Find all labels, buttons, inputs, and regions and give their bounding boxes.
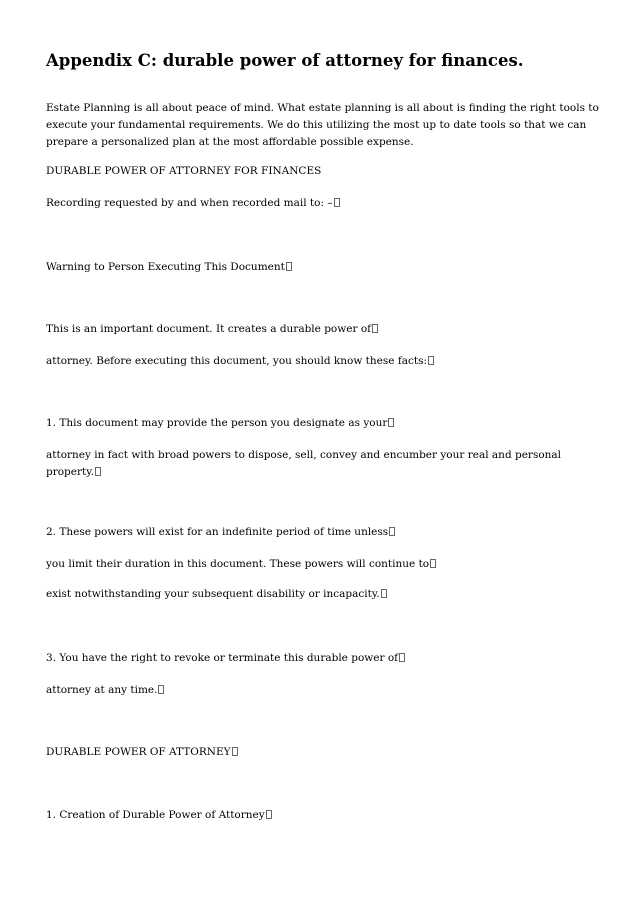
- line-text: 3. You have the right to revoke or terminate this durable power of: [46, 652, 399, 664]
- missing-glyph-icon: [381, 589, 387, 598]
- line-text: DURABLE POWER OF ATTORNEY FOR FINANCES: [46, 165, 322, 177]
- missing-glyph-icon: [232, 747, 238, 756]
- before-executing-line: [46, 353, 434, 370]
- line-text: you limit their duration in this document. These powers will continue to: [46, 558, 430, 570]
- missing-glyph-icon: [389, 527, 395, 536]
- fact-3-line: [46, 650, 405, 667]
- line-text: Warning to Person Executing This Document: [46, 261, 285, 273]
- warning-heading: [46, 259, 292, 276]
- recording-requested-line: [46, 195, 340, 212]
- line-text: Recording requested by and when recorded mail to: –: [46, 197, 333, 209]
- document-title: Appendix C: durable power of attorney for finances.: [46, 51, 524, 70]
- fact-3-continued: [46, 682, 164, 699]
- line-text: attorney at any time.: [46, 684, 158, 696]
- missing-glyph-icon: [266, 810, 272, 819]
- missing-glyph-icon: [372, 324, 378, 333]
- fact-1-line: [46, 415, 394, 432]
- intro-paragraph: Estate Planning is all about peace of mind. What estate planning is all about is finding the right tools to execute your fundamental requirements. We do this utilizing the most up to date tools so that we can prepare a personalized plan at the most affordable possible expense.: [46, 102, 599, 148]
- durable-poa-heading: [46, 744, 238, 761]
- line-text: 1. This document may provide the person you designate as your: [46, 417, 388, 429]
- fact-2-line: [46, 524, 395, 541]
- missing-glyph-icon: [158, 685, 164, 694]
- heading-durable-poa-finances: [46, 163, 321, 180]
- missing-glyph-icon: [286, 262, 292, 271]
- missing-glyph-icon: [95, 467, 101, 476]
- line-text: exist notwithstanding your subsequent disability or incapacity.: [46, 588, 380, 600]
- line-text: attorney in fact with broad powers to dispose, sell, convey and encumber your real and personal property.: [46, 449, 562, 478]
- missing-glyph-icon: [430, 559, 436, 568]
- fact-2-continued-2: [46, 586, 387, 603]
- line-text: 2. These powers will exist for an indefinite period of time unless: [46, 526, 389, 538]
- missing-glyph-icon: [334, 198, 340, 207]
- section-1-heading: [46, 807, 272, 824]
- important-document-line: [46, 321, 378, 338]
- line-text: DURABLE POWER OF ATTORNEY: [46, 746, 231, 758]
- missing-glyph-icon: [399, 653, 405, 662]
- line-text: This is an important document. It creates a durable power of: [46, 323, 372, 335]
- line-text: 1. Creation of Durable Power of Attorney: [46, 809, 265, 821]
- missing-glyph-icon: [388, 418, 394, 427]
- fact-2-continued: [46, 556, 436, 573]
- fact-1-continued: [46, 447, 586, 481]
- line-text: attorney. Before executing this document, you should know these facts:: [46, 355, 427, 367]
- missing-glyph-icon: [428, 356, 434, 365]
